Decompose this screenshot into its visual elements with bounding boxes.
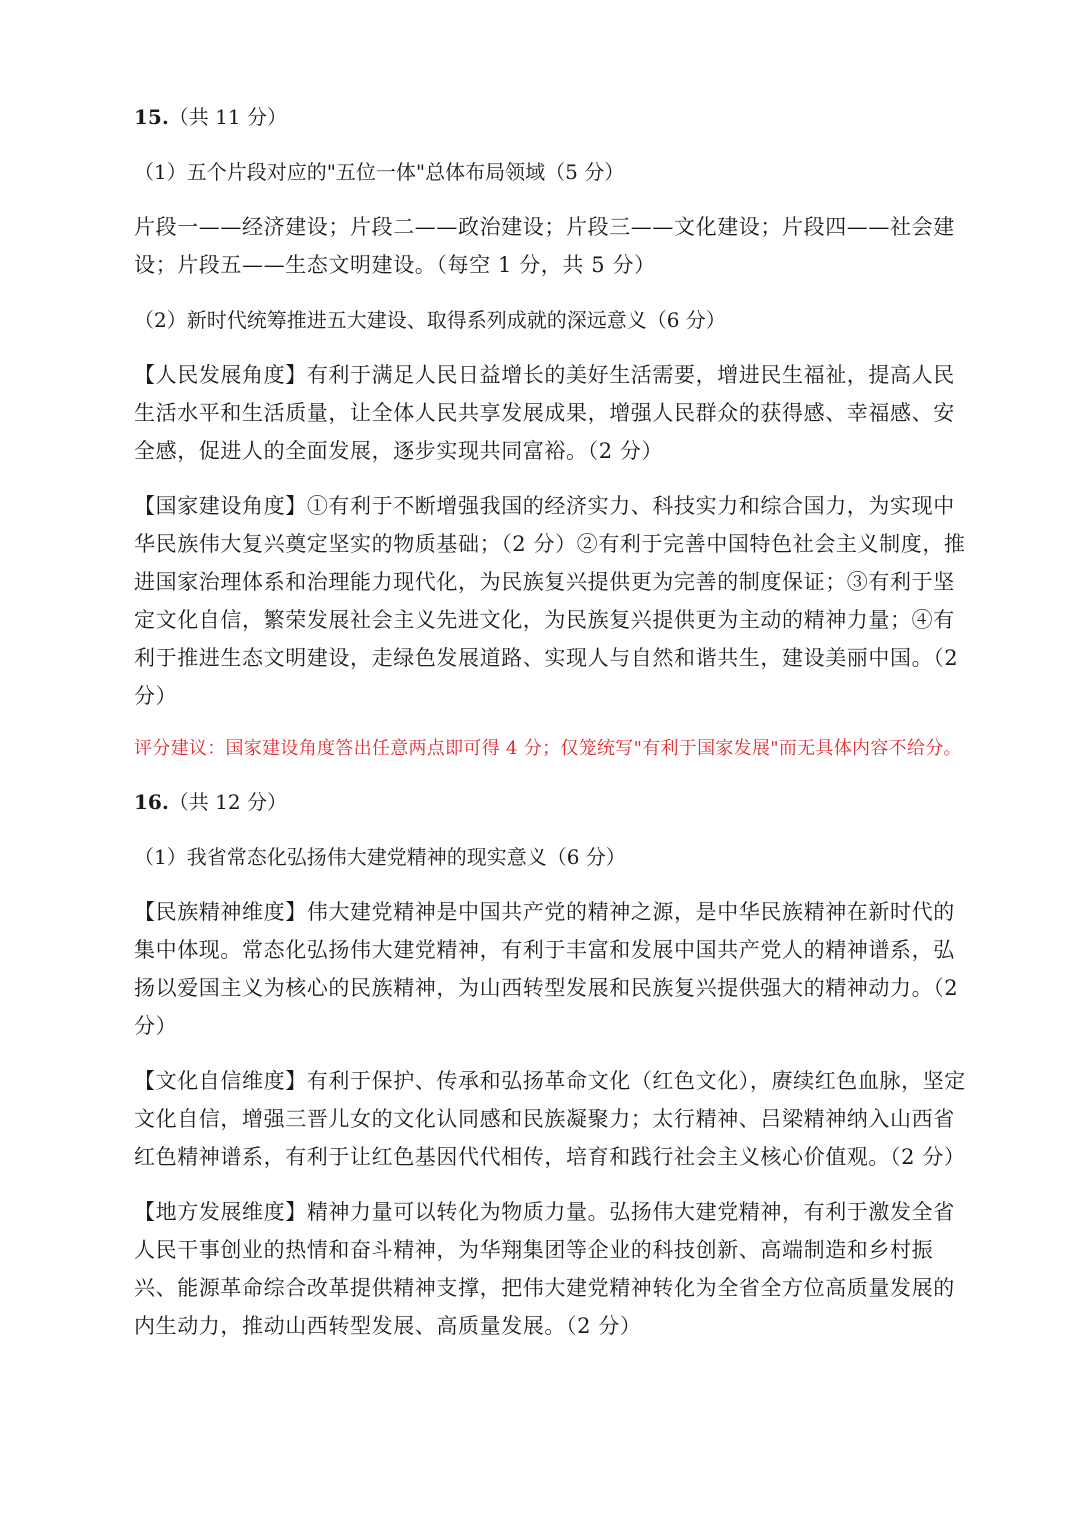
question-15-part1-title: （1）五个片段对应的"五位一体"总体布局领域（5 分） (134, 160, 625, 184)
grading-note: 评分建议：国家建设角度答出任意两点即可得 4 分；仅笼统写"有利于国家发展"而无具体内容不给分。 (134, 738, 962, 759)
nation-building-tag: 【国家建设角度】 (134, 494, 307, 518)
local-development-tag: 【地方发展维度】 (134, 1200, 307, 1224)
cultural-confidence-text: 有利于保护、传承和弘扬革命文化（红色文化），赓续红色血脉，坚定文化自信，增强三晋儿女的文化认同感和民族凝聚力；太行精神、吕梁精神纳入山西省红色精神谱系，有利于让红色基因代代相传，培育和践行社会主义核心价值观。（2 分） (134, 1069, 966, 1169)
people-development-paragraph (134, 356, 966, 470)
national-spirit-text: 伟大建党精神是中国共产党的精神之源，是中华民族精神在新时代的集中体现。常态化弘扬伟大建党精神，有利于丰富和发展中国共产党人的精神谱系，弘扬以爱国主义为核心的民族精神，为山西转型发展和民族复兴提供强大的精神动力。（2 分） (134, 900, 959, 1038)
local-development-paragraph (134, 1193, 966, 1345)
nation-building-paragraph (134, 487, 966, 715)
question-16-score: （共 12 分） (168, 790, 287, 814)
question-15-part1-answer: 片段一——经济建设；片段二——政治建设；片段三——文化建设；片段四——社会建设；片段五——生态文明建设。（每空 1 分，共 5 分） (134, 215, 955, 277)
question-16-part1-title: （1）我省常态化弘扬伟大建党精神的现实意义（6 分） (134, 845, 626, 869)
people-development-tag: 【人民发展角度】 (134, 363, 307, 387)
document-page (134, 98, 966, 1362)
local-development-text: 精神力量可以转化为物质力量。弘扬伟大建党精神，有利于激发全省人民干事创业的热情和奋斗精神，为华翔集团等企业的科技创新、高端制造和乡村振兴、能源革命综合改革提供精神支撑，把伟大建党精神转化为全省全方位高质量发展的内生动力，推动山西转型发展、高质量发展。（2 分） (134, 1200, 955, 1338)
question-15-score: （共 11 分） (168, 105, 287, 129)
question-15-header (134, 98, 966, 136)
cultural-confidence-tag: 【文化自信维度】 (134, 1069, 307, 1093)
question-15-number: 15. (134, 105, 169, 129)
people-development-text: 有利于满足人民日益增长的美好生活需要，增进民生福祉，提高人民生活水平和生活质量，让全体人民共享发展成果，增强人民群众的获得感、幸福感、安全感，促进人的全面发展，逐步实现共同富裕。（2 分） (134, 363, 955, 463)
national-spirit-tag: 【民族精神维度】 (134, 900, 307, 924)
nation-building-text: ①有利于不断增强我国的经济实力、科技实力和综合国力，为实现中华民族伟大复兴奠定坚实的物质基础；（2 分）②有利于完善中国特色社会主义制度，推进国家治理体系和治理能力现代化，为民族复兴提供更为完善的制度保证；③有利于坚定文化自信，繁荣发展社会主义先进文化，为民族复兴提供更为主动的精神力量；④有利于推进生态文明建设，走绿色发展道路、实现人与自然和谐共生，建设美丽中国。（2 分） (134, 494, 966, 708)
national-spirit-paragraph (134, 893, 966, 1045)
question-16-number: 16. (134, 790, 169, 814)
question-16-header (134, 783, 966, 821)
cultural-confidence-paragraph (134, 1062, 966, 1176)
question-15-part2-title: （2）新时代统筹推进五大建设、取得系列成就的深远意义（6 分） (134, 308, 726, 332)
